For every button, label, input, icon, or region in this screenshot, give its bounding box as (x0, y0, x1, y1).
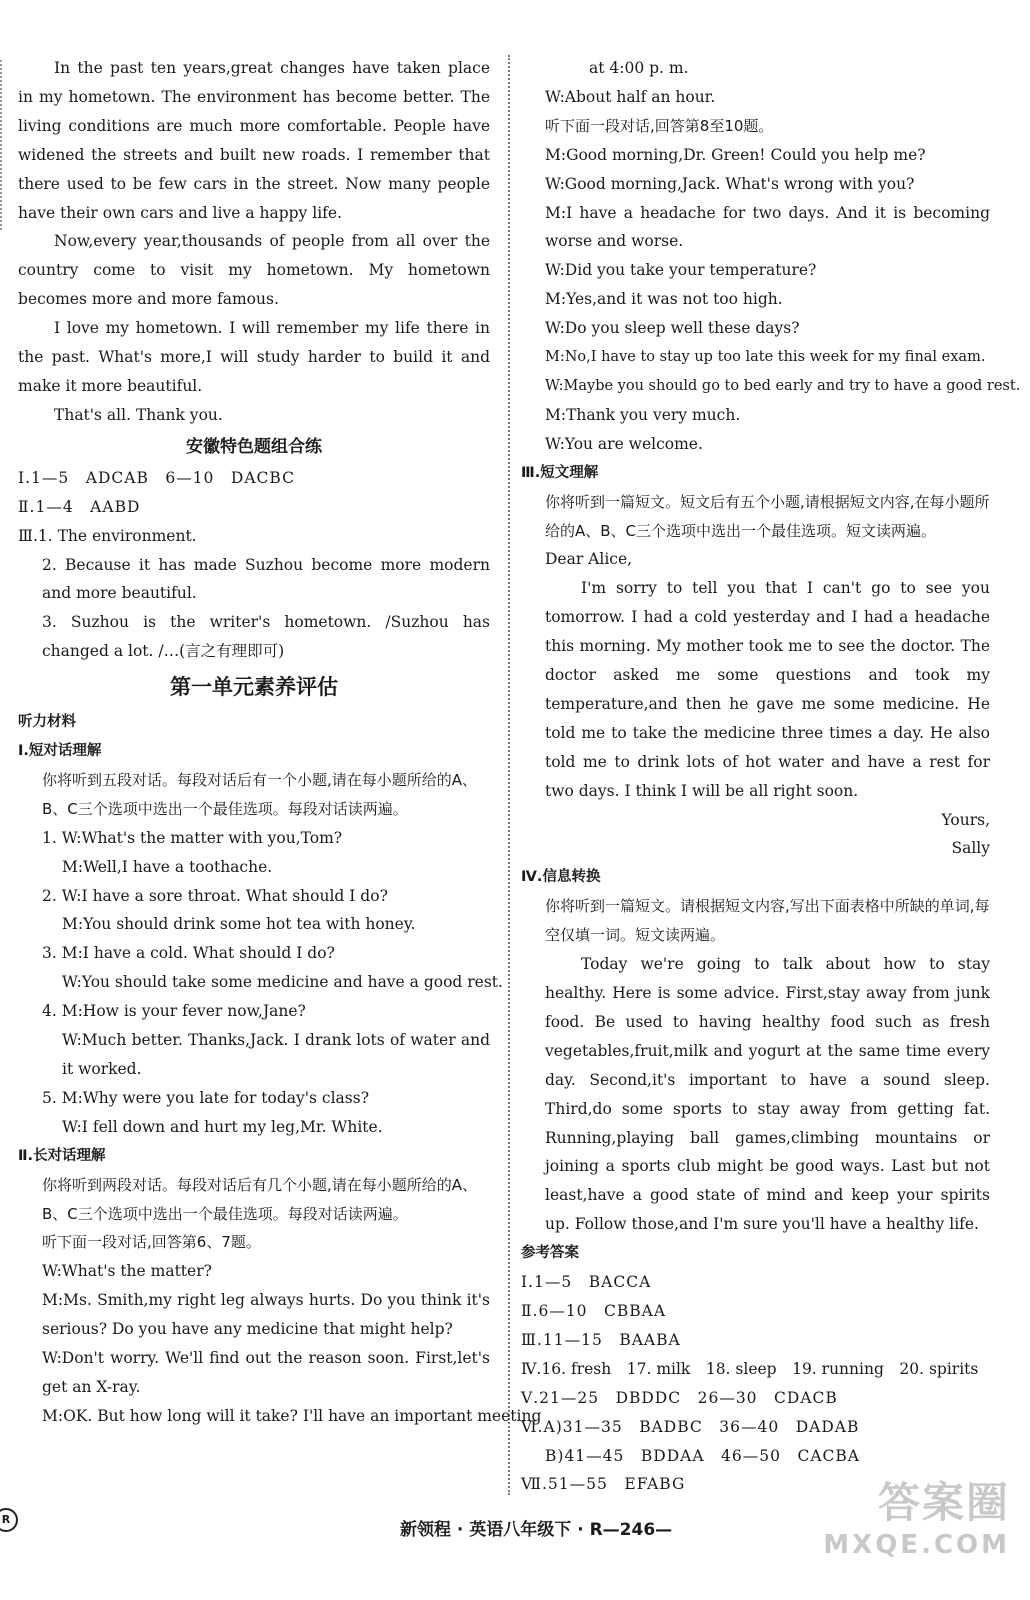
letter-greeting: Dear Alice, (545, 550, 633, 569)
essay-paragraph-3: I love my hometown. I will remember my life there in the past. What's more,I will study harder to build it and make it more beautiful. (18, 319, 490, 395)
corner-badge-icon: R (0, 1508, 18, 1532)
dialogue-4-q: 4. M:How is your fever now,Jane? (42, 1002, 306, 1021)
answer-line-1: Ⅰ.1—5 BACCA (521, 1273, 652, 1292)
page-footer: 新领程 · 英语八年级下 · R—246— (400, 1520, 673, 1540)
dialogue-4-a: W:Much better. Thanks,Jack. I drank lots of water and it worked. (62, 1031, 490, 1078)
anhui-answer-i: Ⅰ.1—5 ADCAB 6—10 DACBC (18, 468, 295, 487)
part4-instructions: 你将听到一篇短文。请根据短文内容,写出下面表格中所缺的单词,每空仅填一词。短文读两遍。 (545, 897, 990, 945)
part4-label: Ⅳ.信息转换 (521, 869, 601, 886)
conv1-continued: at 4:00 p. m. (589, 59, 689, 77)
answer-line-8: Ⅶ.51—55 EFABG (521, 1475, 686, 1494)
answer-line-3: Ⅲ.11—15 BAABA (521, 1330, 681, 1349)
anhui-section-title: 安徽特色题组合练 (186, 436, 322, 457)
letter-signature: Sally (951, 839, 990, 858)
conv1-line-1: W:What's the matter? (42, 1262, 212, 1281)
dialogue-1-a: M:Well,I have a toothache. (62, 857, 273, 876)
conv2-line-2: W:Good morning,Jack. What's wrong with you? (545, 174, 915, 193)
answer-line-6: Ⅵ.A)31—35 BADBC 36—40 DADAB (521, 1417, 860, 1436)
conv1-line-4: M:OK. But how long will it take? I'll have an important meeting (42, 1406, 542, 1425)
dialogue-3-q: 3. M:I have a cold. What should I do? (42, 944, 335, 963)
conv1-end: W:About half an hour. (545, 87, 716, 106)
part1-label: Ⅰ.短对话理解 (18, 743, 102, 760)
dialogue-5-a: W:I fell down and hurt my leg,Mr. White. (62, 1117, 383, 1136)
part1-instructions: 你将听到五段对话。每段对话后有一个小题,请在每小题所给的A、B、C三个选项中选出一个最佳选项。每段对话读两遍。 (42, 770, 478, 818)
answer-line-2: Ⅱ.6—10 CBBAA (521, 1301, 667, 1320)
part2-instructions: 你将听到两段对话。每段对话后有几个小题,请在每小题所给的A、B、C三个选项中选出一个最佳选项。每段对话读两遍。 (42, 1175, 478, 1223)
part2-sub2: 听下面一段对话,回答第8至10题。 (545, 116, 774, 135)
column-divider (508, 55, 510, 1495)
conv2-line-10: W:You are welcome. (545, 434, 703, 453)
dialogue-3-a: W:You should take some medicine and have a good rest. (62, 973, 503, 992)
conv2-line-7: M:No,I have to stay up too late this week for my final exam. (545, 349, 986, 366)
conv2-line-3: M:I have a headache for two days. And it is becoming worse and worse. (545, 203, 990, 251)
dialogue-2-a: M:You should drink some hot tea with honey. (62, 915, 416, 934)
conv2-line-8: W:Maybe you should go to bed early and try to have a good rest. (545, 377, 1021, 394)
conv2-line-6: W:Do you sleep well these days? (545, 319, 800, 338)
watermark-line-2: MXQE.COM (823, 1530, 1010, 1560)
conv1-line-2: M:Ms. Smith,my right leg always hurts. Do you think it's serious? Do you have any medicine that might help? (42, 1291, 490, 1339)
part3-instructions: 你将听到一篇短文。短文后有五个小题,请根据短文内容,在每小题所给的A、B、C三个选项中选出一个最佳选项。短文读两遍。 (545, 492, 990, 540)
dialogue-2-q: 2. W:I have a sore throat. What should I do? (42, 886, 388, 905)
answer-line-5: Ⅴ.21—25 DBDDC 26—30 CDACB (521, 1388, 838, 1407)
conv2-line-1: M:Good morning,Dr. Green! Could you help me? (545, 145, 926, 164)
answer-line-7: B)41—45 BDDAA 46—50 CACBA (545, 1446, 860, 1465)
dialogue-5-q: 5. M:Why were you late for today's class? (42, 1088, 370, 1107)
conv1-line-3: W:Don't worry. We'll find out the reason soon. First,let's get an X-ray. (42, 1349, 490, 1396)
answers-label: 参考答案 (521, 1245, 579, 1262)
watermark-line-1: 答案圈 (877, 1478, 1010, 1527)
binding-edge-dots (0, 60, 2, 230)
part2-label: Ⅱ.长对话理解 (18, 1147, 106, 1164)
left-column (18, 54, 542, 1431)
letter-closing: Yours, (941, 810, 990, 829)
watermark-logo (823, 1470, 1010, 1560)
anhui-answer-iii-3: 3. Suzhou is the writer's hometown. /Suzhou has changed a lot. /…(言之有理即可) (42, 613, 490, 661)
letter-body: I'm sorry to tell you that I can't go to see you tomorrow. I had a cold yesterday and I had a headache this morning. My mother took me to see the doctor. The doctor asked me some questions and took my temperature,and then he gave me some medicine. He told me to take the medicine three times a day. He also told me to drink lots of hot water and have a rest for two days. I think I will be all right soon. (545, 579, 990, 800)
answer-line-4: Ⅳ.16. fresh 17. milk 18. sleep 19. running 20. spirits (521, 1359, 979, 1378)
conv2-line-4: W:Did you take your temperature? (545, 261, 817, 280)
right-column (521, 54, 1021, 1499)
essay-paragraph-4: That's all. Thank you. (54, 405, 223, 424)
conv2-line-5: M:Yes,and it was not too high. (545, 290, 783, 309)
essay-paragraph-1: In the past ten years,great changes have taken place in my hometown. The environment has become better. The living conditions are much more comfortable. People have widened the streets and built new roads. I remember that there used to be few cars in the street. Now many people have their own cars and live a happy life. (18, 59, 490, 222)
part3-label: Ⅲ.短文理解 (521, 464, 599, 481)
anhui-answer-iii-1: Ⅲ.1. The environment. (18, 526, 197, 545)
conv2-line-9: M:Thank you very much. (545, 405, 741, 424)
anhui-answer-iii-2: 2. Because it has made Suzhou become more modern and more beautiful. (42, 555, 490, 603)
part2-sub1: 听下面一段对话,回答第6、7题。 (42, 1233, 261, 1252)
essay-paragraph-2: Now,every year,thousands of people from all over the country come to visit my hometown. My hometown becomes more and more famous. (18, 232, 490, 309)
passage-4: Today we're going to talk about how to stay healthy. Here is some advice. First,stay away from junk food. Be used to having healthy food such as fresh vegetables,fruit,milk and yogurt at the same time every day. Second,it's important to have a sound sleep. Third,do some sports to stay away from getting fat. Running,playing ball games,climbing mountains or joining a sports club might be good ways. Last but not least,have a good state of mind and keep your spirits up. Follow those,and I'm sure you'll have a healthy life. (545, 955, 990, 1234)
anhui-answer-ii: Ⅱ.1—4 AABD (18, 497, 141, 516)
dialogue-1-q: 1. W:What's the matter with you,Tom? (42, 828, 343, 847)
unit-title: 第一单元素养评估 (170, 675, 338, 700)
listening-label: 听力材料 (18, 714, 76, 731)
